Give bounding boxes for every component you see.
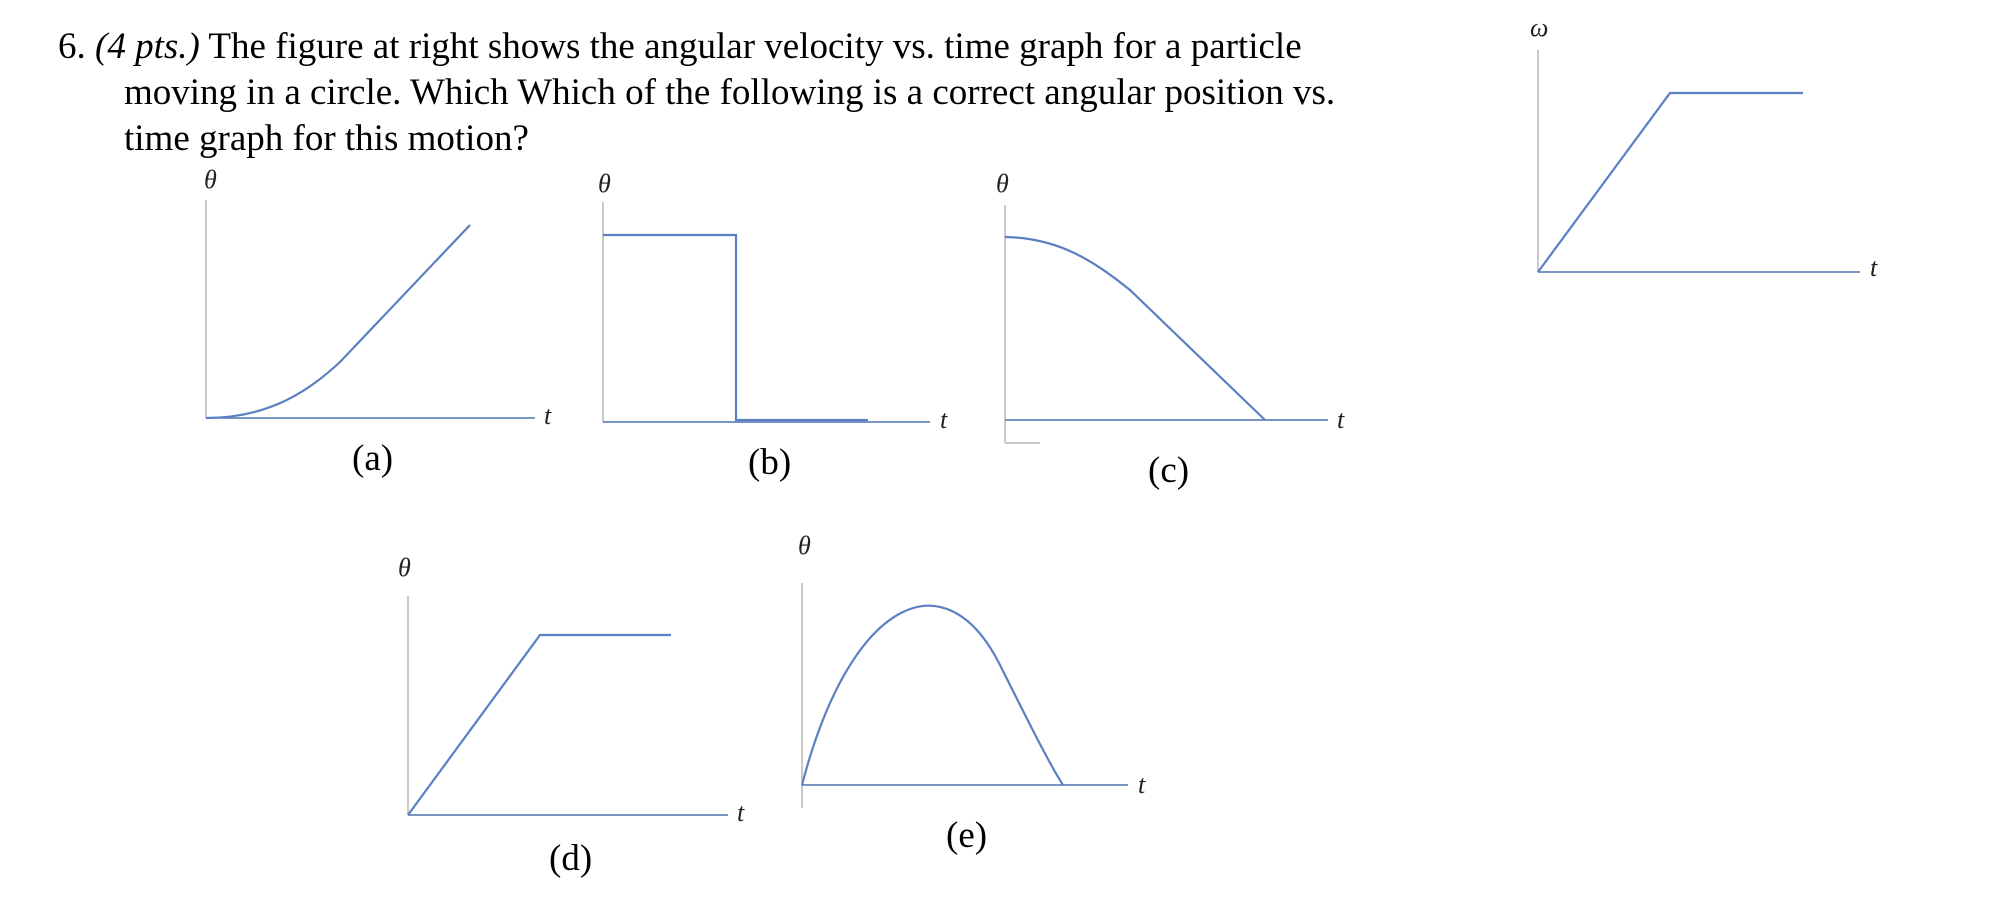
question-points: (4 pts.): [95, 26, 200, 67]
option-e-label: (e): [946, 815, 988, 856]
option-b-graph: [598, 169, 948, 483]
option-a-y-label: θ: [204, 165, 217, 194]
question-line-1: The figure at right shows the angular velocity vs. time graph for a particle: [208, 26, 1302, 67]
option-d-label: (d): [549, 838, 593, 879]
option-b-curve: [603, 235, 868, 420]
option-c-x-label: t: [1337, 405, 1345, 434]
option-c-graph: [996, 169, 1345, 491]
option-b-label: (b): [748, 442, 792, 483]
option-d-graph: [398, 553, 745, 879]
reference-omega-curve: [1538, 93, 1803, 272]
option-b-x-label: t: [940, 405, 948, 434]
option-e-x-label: t: [1138, 770, 1146, 799]
option-d-x-label: t: [737, 798, 745, 827]
reference-x-label: t: [1870, 253, 1878, 282]
reference-y-label: ω: [1530, 13, 1549, 42]
option-a-graph: [204, 165, 552, 479]
question-line-3: time graph for this motion?: [124, 118, 529, 159]
option-c-label: (c): [1148, 450, 1190, 491]
reference-omega-graph: [1530, 13, 1878, 282]
option-a-label: (a): [352, 438, 394, 479]
option-e-curve: [802, 606, 1063, 785]
option-d-curve: [408, 635, 671, 815]
question-line-2: moving in a circle. Which Which of the following is a correct angular position vs.: [124, 72, 1336, 113]
option-a-curve: [206, 225, 470, 418]
option-b-y-label: θ: [598, 169, 611, 198]
option-d-y-label: θ: [398, 553, 411, 582]
option-c-y-label: θ: [996, 169, 1009, 198]
question-number: 6.: [58, 26, 86, 67]
option-c-curve: [1005, 237, 1265, 420]
option-e-y-label: θ: [798, 531, 811, 560]
option-e-graph: [798, 531, 1146, 856]
option-a-x-label: t: [544, 401, 552, 430]
